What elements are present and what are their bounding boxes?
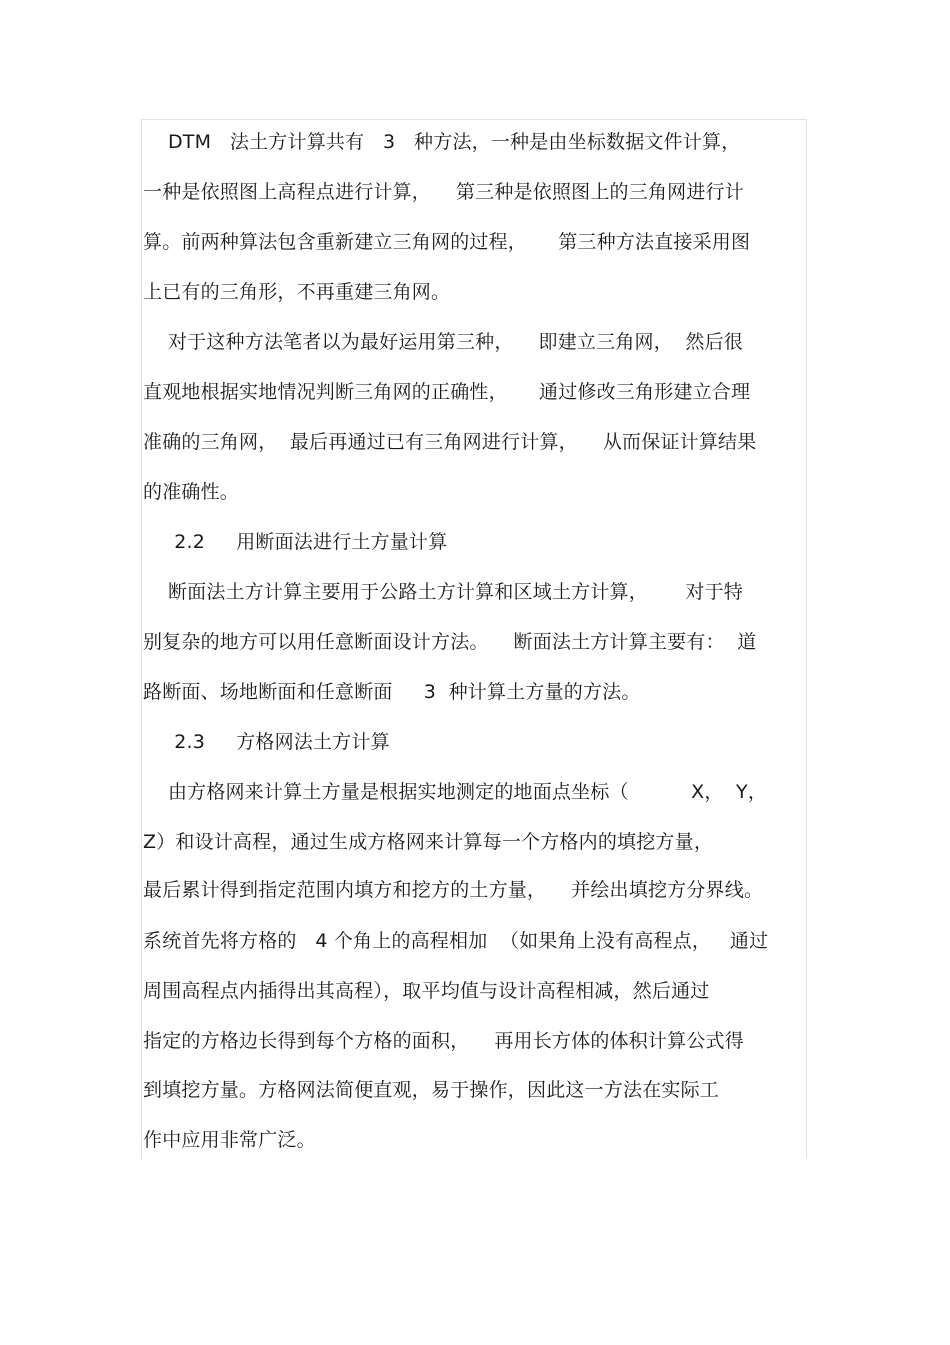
paragraph-line-8: 的准确性。 <box>143 481 240 503</box>
section-heading-2-2: 2.2 用断面法进行土方量计算 <box>143 531 448 553</box>
paragraph-line-10: 断面法土方计算主要用于公路土方计算和区域土方计算， 对于特 <box>143 581 743 603</box>
paragraph-line-1: DTM 法土方计算共有 3 种方法，一种是由坐标数据文件计算， <box>143 131 741 153</box>
paragraph-line-2: 一种是依照图上高程点进行计算， 第三种是依照图上的三角网进行计 <box>143 181 744 203</box>
paragraph-line-20: 到填挖方量。方格网法简便直观，易于操作，因此这一方法在实际工 <box>143 1079 720 1101</box>
section-heading-2-3: 2.3 方格网法土方计算 <box>143 731 390 753</box>
paragraph-line-14: 由方格网来计算土方量是根据实地测定的地面点坐标（ X， Y， <box>143 781 768 803</box>
paragraph-line-19: 指定的方格边长得到每个方格的面积， 再用长方体的体积计算公式得 <box>143 1030 744 1052</box>
paragraph-line-11: 别复杂的地方可以用任意断面设计方法。 断面法土方计算主要有： 道 <box>143 631 757 653</box>
paragraph-line-3: 算。前两种算法包含重新建立三角网的过程， 第三种方法直接采用图 <box>143 231 751 253</box>
paragraph-line-21: 作中应用非常广泛。 <box>143 1129 316 1151</box>
paragraph-line-15: Z）和设计高程，通过生成方格网来计算每一个方格内的填挖方量， <box>143 831 714 853</box>
paragraph-line-16: 最后累计得到指定范围内填方和挖方的土方量， 并绘出填挖方分界线。 <box>143 879 764 901</box>
paragraph-line-5: 对于这种方法笔者以为最好运用第三种， 即建立三角网， 然后很 <box>143 331 743 353</box>
paragraph-line-7: 准确的三角网， 最后再通过已有三角网进行计算， 从而保证计算结果 <box>143 431 757 453</box>
paragraph-line-6: 直观地根据实地情况判断三角网的正确性， 通过修改三角形建立合理 <box>143 381 751 403</box>
paragraph-line-12: 路断面、场地断面和任意断面 3 种计算土方量的方法。 <box>143 681 641 703</box>
paragraph-line-4: 上已有的三角形，不再重建三角网。 <box>143 281 451 303</box>
paragraph-line-17: 系统首先将方格的 4 个角上的高程相加 （如果角上没有高程点， 通过 <box>143 930 769 952</box>
paragraph-line-18: 周围高程点内插得出其高程），取平均值与设计高程相减，然后通过 <box>143 980 710 1002</box>
